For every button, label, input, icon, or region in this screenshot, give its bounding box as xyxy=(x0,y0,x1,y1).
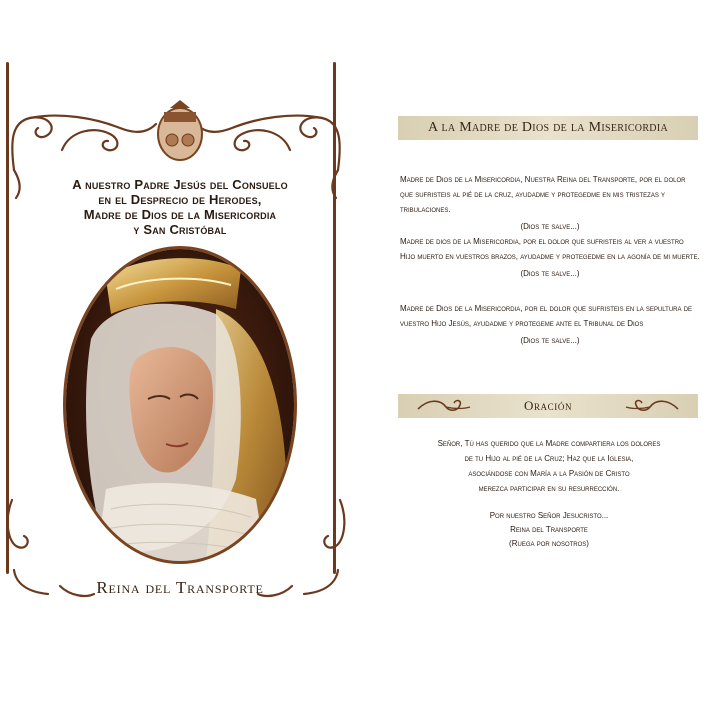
prayer-text: Madre de Dios de la Misericordia, por el dolor que sufristeis en la sepultura de vuestro Hijo Jesús, ayudadme y protegeme ante el Tribunal de Dios xyxy=(400,304,693,328)
prayer-response: (Dios te salve...) xyxy=(520,336,580,345)
oracion-title: Oración xyxy=(523,398,573,413)
dedication-line: en el Desprecio de Herodes, xyxy=(98,192,262,207)
oracion-line: asociándose con María a la Pasión de Cristo xyxy=(468,469,630,478)
oracion-prayer xyxy=(400,436,698,496)
prayer-response: (Dios te salve...) xyxy=(520,269,580,278)
crest-emblem xyxy=(158,100,202,160)
madonna-portrait-image xyxy=(63,246,297,564)
closing-invocation xyxy=(400,509,698,551)
closing-line: Reina del Transporte xyxy=(510,525,588,534)
prayer-response: (Dios te salve...) xyxy=(520,222,580,231)
oracion-line: Señor, Tú has querido que la Madre compartiera los dolores xyxy=(437,439,661,448)
swirl-left-icon xyxy=(416,397,472,415)
oracion-line: merezca participar en su resurrección. xyxy=(478,484,620,493)
closing-line: Por nuestro Señor Jesucristo... xyxy=(489,511,609,520)
prayer-text: Madre de dios de la Misericordia, por el dolor que sufristeis al ver a vuestro Hijo muerto en vuestros brazos, ayudadme y protegedme en la agonía de mi muerte. xyxy=(400,237,700,261)
prayer-text: Madre de Dios de la Misericordia, Nuestra Reina del Transporte, por el dolor que sufristeis al pié de la cruz, ayudadme y protegedme en mis tristezas y tribulaciones. xyxy=(400,175,686,214)
prayer-paragraph xyxy=(400,234,700,281)
dedication-line: y San Cristóbal xyxy=(133,222,227,237)
prayer-paragraph xyxy=(400,301,700,348)
dedication-line: Madre de Dios de la Misericordia xyxy=(83,207,277,222)
oracion-line: de tu Hijo al pié de la Cruz; Haz que la Iglesia, xyxy=(464,454,634,463)
closing-line: (Ruega por nosotros) xyxy=(509,539,589,548)
swirl-right-icon xyxy=(624,397,680,415)
dedication-line: A nuestro Padre Jesús del Consuelo xyxy=(72,177,288,192)
prayer-title-banner: A la Madre de Dios de la Misericordia xyxy=(398,116,698,140)
dedication-text xyxy=(30,177,330,237)
prayer-paragraph xyxy=(400,172,700,234)
card-footer-title: Reina del Transporte xyxy=(96,578,264,597)
